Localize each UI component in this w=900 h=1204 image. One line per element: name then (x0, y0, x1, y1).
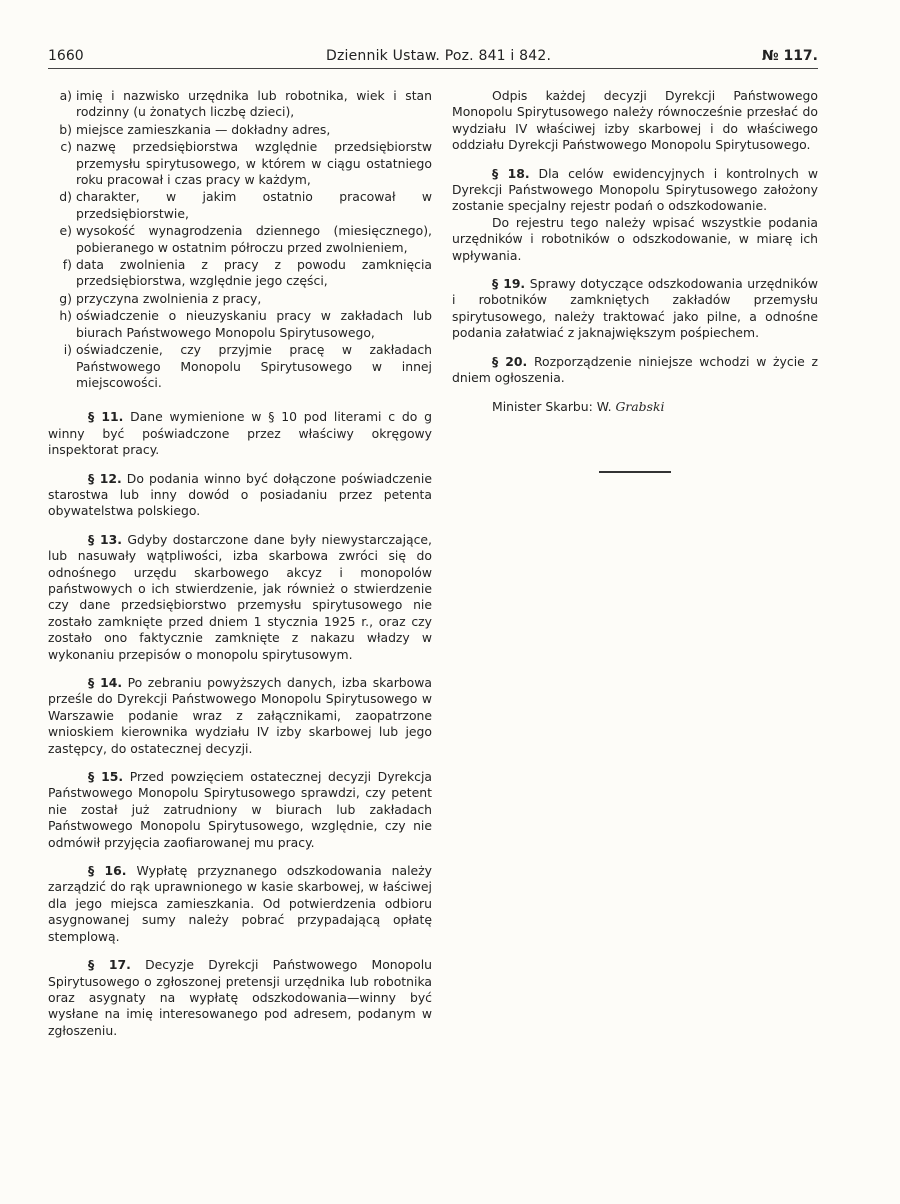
signature-title: Minister Skarbu: W. (492, 398, 612, 414)
paragraph-13 (48, 532, 432, 663)
paragraph-11 (48, 409, 432, 458)
list-letter: d) (59, 189, 72, 205)
paragraph-18 (452, 166, 818, 215)
section-number: § 13. (88, 531, 122, 547)
list-text: miejsce zamieszkania — dokładny adres, (76, 121, 331, 137)
list-letter: b) (59, 121, 72, 137)
paragraph-text: Rozporządzenie niniejsze wchodzi w życie z dniem ogłoszenia. (452, 353, 818, 386)
section-number: § 11. (88, 409, 124, 425)
paragraph-text: Decyzje Dyrekcji Państwowego Monopolu Spirytusowego o zgłoszonej pretensji urzędnika lub robotnika oraz asygnaty na wypłatę odszkodowania—winny być wysłane na imię interesowanego pod adresem, podanym w zgłoszeniu. (48, 957, 432, 1038)
right-column (452, 88, 818, 473)
paragraph-17 (48, 957, 432, 1039)
end-rule (599, 471, 671, 473)
list-letter: c) (60, 139, 72, 155)
paragraph-text: Dane wymienione w § 10 pod literami c do g winny być poświadczone przez właściwy okręgowy inspektorat pracy. (48, 409, 432, 458)
paragraph-18-continued: Do rejestru tego należy wpisać wszystkie podania urzędników i robotników o odszkodowanie, w miarę ich wpływania. (452, 214, 818, 263)
list-item (48, 308, 432, 341)
list-text: data zwolnienia z pracy z powodu zamknięcia przedsiębiorstwa, względnie jego części, (76, 257, 432, 289)
list-text: przyczyna zwolnienia z pracy, (76, 290, 262, 306)
paragraph-19 (452, 276, 818, 342)
paragraph-16 (48, 863, 432, 945)
section-number: § 14. (88, 675, 123, 690)
section-number: § 16. (88, 863, 127, 879)
section-number: § 19. (492, 276, 526, 292)
list-item (48, 257, 432, 290)
list-letter: g) (59, 290, 72, 306)
page-number: 1660 (48, 48, 84, 64)
list-item (48, 342, 432, 391)
paragraph-text: Wypłatę przyznanego odszkodowania należy zarządzić do rąk uprawnionego w kasie skarbowej, w łaściwej dla jego miejsca zamieszkania. Od potwierdzenia odbioru asygnowanej sumy należy pobrać przypadającą opłatę stemplową. (48, 863, 432, 944)
paragraph-text: Sprawy dotyczące odszkodowania urzędników i robotników zamkniętych zakładów przemysłu spirytusowego, należy traktować jako pilne, a odnośne podania załatwiać z jaknajwiększym pośpiechem. (452, 276, 818, 341)
section-number: § 17. (88, 957, 131, 973)
list-text: oświadczenie o nieuzyskaniu pracy w zakładach lub biurach Państwowego Monopolu Spirytusowego, (76, 308, 432, 340)
paragraph-14 (48, 675, 432, 757)
issue-number: № 117. (761, 48, 818, 64)
list-item (48, 139, 432, 188)
signature-name: Grabski (615, 398, 665, 414)
journal-title: Dziennik Ustaw. Poz. 841 i 842. (326, 48, 552, 64)
list-text: imię i nazwisko urzędnika lub robotnika, wiek i stan rodzinny (u żonatych liczbę dzieci), (76, 88, 432, 120)
paragraph-text: Po zebraniu powyższych danych, izba skarbowa prześle do Dyrekcji Państwowego Monopolu Spirytusowego w Warszawie podanie wraz z załącznikami, zaopatrzone wnioskiem kierownika wydziału IV izby skarbowej lub jego zastępcy, do ostatecznej decyzji. (48, 675, 432, 756)
signature (452, 399, 818, 415)
list-item (48, 291, 432, 307)
left-column (48, 88, 432, 1039)
list-text: wysokość wynagrodzenia dziennego (miesięcznego), pobieranego w ostatnim półroczu przed zwolnieniem, (76, 223, 432, 255)
section-number: § 20. (492, 353, 528, 369)
paragraph-text: Dla celów ewidencyjnych i kontrolnych w Dyrekcji Państwowego Monopolu Spirytusowego założony zostanie specjalny rejestr podań o odszkodowanie. (452, 165, 818, 214)
list-letter: f) (62, 257, 72, 273)
section-number: § 18. (492, 165, 530, 181)
paragraph-12 (48, 471, 432, 520)
paragraph-text: Gdyby dostarczone dane były niewystarczające, lub nasuwały wątpliwości, izba skarbowa zwróci się do odnośnego urzędu skarbowego akcyz i monopolów państwowych o ich stwierdzenie, jak również o stwierdzenie czy dane przedsiębiorstwo przemysłu spirytusowego nie zostało zamknięte przed dniem 1 stycznia 1925 r., oraz czy zostało ono faktycznie zamknięte z nakazu władzy w wykonaniu przepisów o monopolu spirytusowym. (48, 531, 432, 662)
list-text: nazwę przedsiębiorstwa względnie przedsiębiorstw przemysłu spirytusowego, w którem w ciągu ostatniego roku pracował i czas pracy w każdym, (76, 139, 432, 188)
section-number: § 12. (88, 470, 122, 486)
paragraph-odpis: Odpis każdej decyzji Dyrekcji Państwowego Monopolu Spirytusowego należy równocześnie przesłać do wydziału IV właściwej izby skarbowej i do właściwego oddziału Dyrekcji Państwowego Monopolu Spirytusowego. (452, 88, 818, 153)
list-item (48, 88, 432, 121)
page-header (48, 44, 818, 69)
list-text: charakter, w jakim ostatnio pracował w przedsiębiorstwie, (76, 189, 432, 221)
list-text: oświadczenie, czy przyjmie pracę w zakładach Państwowego Monopolu Spirytusowego w innej miejscowości. (76, 342, 432, 390)
paragraph-text: Przed powzięciem ostatecznej decyzji Dyrekcja Państwowego Monopolu Spirytusowego sprawdzi, czy petent nie został już zatrudniony w biurach lub zakładach Państwowego Monopolu Spirytusowego, względnie, czy nie odmówił przyjęcia zaofiarowanej mu pracy. (48, 769, 432, 850)
list-item (48, 189, 432, 222)
list-letter: a) (59, 88, 72, 103)
list-letter: i) (63, 342, 72, 358)
paragraph-15 (48, 769, 432, 851)
list-item (48, 223, 432, 256)
section-number: § 15. (88, 769, 124, 785)
list-item (48, 122, 432, 138)
paragraph-20 (452, 354, 818, 387)
paragraph-text: Do podania winno być dołączone poświadczenie starostwa lub inny dowód o posiadaniu przez petenta obywatelstwa polskiego. (48, 470, 432, 519)
list-letter: h) (59, 308, 72, 324)
list-letter: e) (59, 223, 72, 239)
